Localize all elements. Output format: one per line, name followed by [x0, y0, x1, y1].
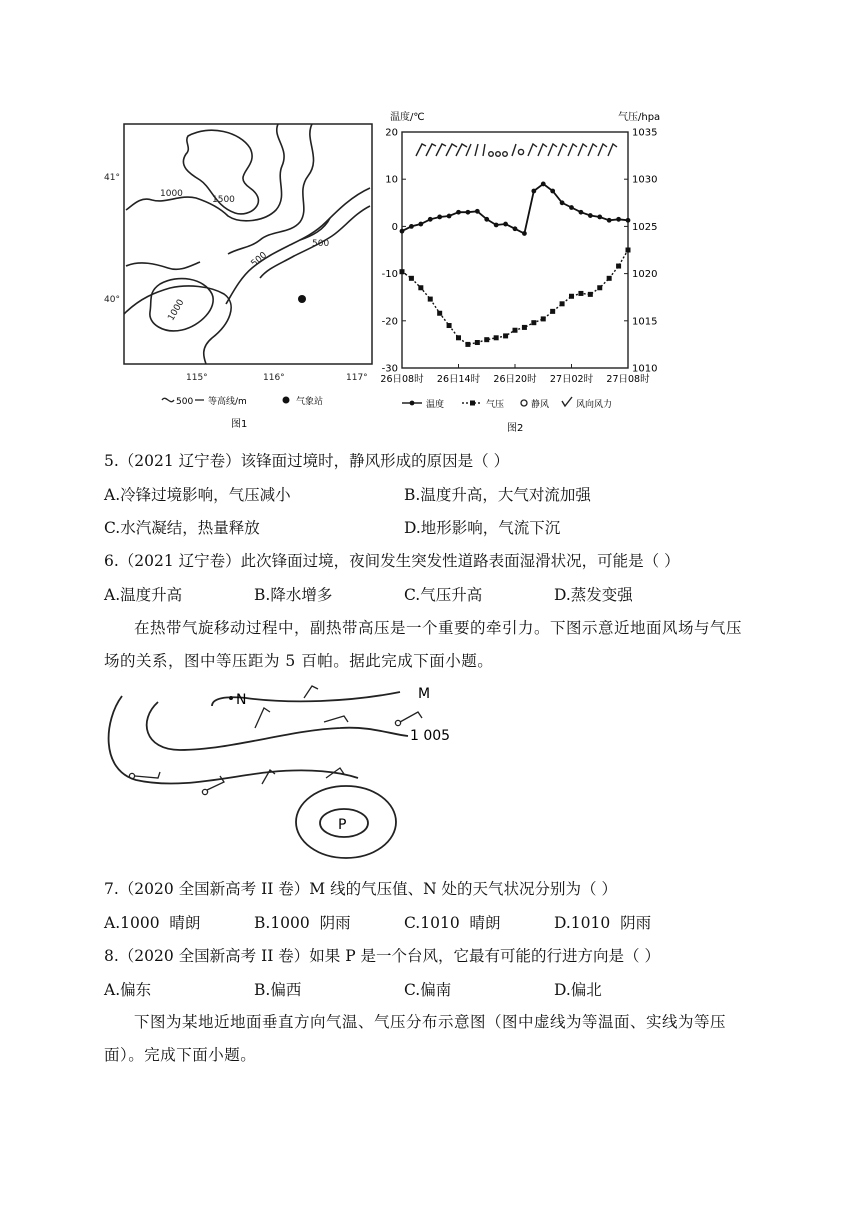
contour-label-500-b: 500	[249, 250, 270, 270]
temperature-point	[503, 222, 508, 227]
wind-barbs	[129, 686, 422, 795]
q6-option-c[interactable]: C.气压升高	[404, 586, 483, 604]
y-left-tick-label: 10	[385, 174, 398, 186]
q6-option-b[interactable]: B.降水增多	[254, 586, 333, 604]
pressure-point	[616, 264, 621, 269]
contour-label-1500: 1500	[212, 195, 235, 205]
label-N: N	[236, 692, 247, 708]
lat-40-label: 40°	[104, 295, 120, 305]
figure-2-chart	[372, 110, 672, 440]
temperature-point	[550, 189, 555, 194]
pressure-point	[513, 328, 518, 333]
temperature-point	[597, 215, 602, 220]
figure-2-caption: 图2	[507, 423, 524, 434]
q8-option-a[interactable]: A.偏东	[104, 981, 152, 999]
lon-117-label: 117°	[346, 373, 368, 383]
temperature-point	[541, 182, 546, 187]
pressure-point	[626, 248, 631, 253]
temperature-point	[456, 210, 461, 215]
temperature-point	[447, 214, 452, 219]
pressure-point	[503, 333, 508, 338]
y-right-tick-label: 1030	[632, 174, 658, 186]
pressure-point	[522, 325, 527, 330]
x-tick-label: 26日14时	[436, 374, 481, 385]
weather-station-dot	[298, 295, 306, 303]
temperature-point	[466, 210, 471, 215]
pressure-point	[588, 292, 593, 297]
pressure-point	[578, 291, 583, 296]
q5-source: 5.（2021 辽宁卷）	[104, 452, 241, 470]
pressure-point	[484, 337, 489, 342]
pressure-point	[465, 342, 470, 347]
q6-source: 6.（2021 辽宁卷）	[104, 552, 241, 570]
lon-116-label: 116°	[263, 373, 285, 383]
temperature-point	[579, 210, 584, 215]
temperature-point	[607, 218, 612, 223]
legend-temp: 温度	[426, 400, 445, 410]
temperature-point	[513, 226, 518, 231]
lat-41-label: 41°	[104, 173, 120, 183]
q8-option-c[interactable]: C.偏南	[404, 981, 452, 999]
intro-paragraph-2: 下图为某地近地面垂直方向气温、气压分布示意图（图中虚线为等温面、实线为等压面）。完成下面小题。	[104, 1013, 727, 1064]
y-right-tick-label: 1015	[632, 316, 658, 328]
fig2-legend	[402, 397, 612, 410]
y-right-tick-label: 1035	[632, 127, 658, 139]
temperature-point	[588, 213, 593, 218]
legend-wind: 风向风力	[576, 400, 613, 410]
q7-option-c[interactable]: C.1010 晴朗	[404, 914, 501, 932]
q7-option-d[interactable]: D.1010 阴雨	[554, 914, 652, 932]
x-tick-label: 27日08时	[606, 374, 650, 385]
temperature-point	[484, 217, 489, 222]
pressure-point	[400, 269, 405, 274]
legend-station-label: 气象站	[296, 397, 324, 407]
pressure-point	[550, 309, 555, 314]
y-left-tick-label: -20	[381, 316, 398, 328]
q5-stem	[104, 450, 509, 472]
temperature-point	[522, 231, 527, 236]
pressure-point	[456, 335, 461, 340]
temperature-point	[560, 200, 565, 205]
q5-option-c[interactable]: C.水汽凝结，热量释放	[104, 519, 260, 537]
y-left-tick-label: 0	[391, 221, 398, 233]
label-1005: 1 005	[410, 728, 451, 744]
pressure-point	[541, 316, 546, 321]
contour-label-500-a: 500	[312, 239, 330, 249]
contour-1000-north	[126, 124, 284, 221]
pressure-point	[447, 323, 452, 328]
intro-paragraph-1: 在热带气旋移动过程中，副热带高压是一个重要的牵引力。下图示意近地面风场与气压场的关系，图中等压距为 5 百帕。据此完成下面小题。	[104, 619, 743, 670]
q6-option-a[interactable]: A.温度升高	[104, 586, 183, 604]
pressure-point	[569, 294, 574, 299]
temperature-point	[531, 189, 536, 194]
y-left-axis-label: 温度/℃	[390, 112, 425, 123]
pressure-point	[437, 311, 442, 316]
q5-option-d[interactable]: D.地形影响，气流下沉	[404, 519, 561, 537]
temperature-point	[400, 229, 405, 234]
temperature-point	[428, 217, 433, 222]
contour-label-1000-a: 1000	[160, 189, 183, 199]
q7-option-b[interactable]: B.1000 阴雨	[254, 914, 351, 932]
pressure-point	[531, 320, 536, 325]
temperature-point	[616, 217, 621, 222]
temperature-point	[437, 215, 442, 220]
temperature-point	[475, 209, 480, 214]
q5-option-a[interactable]: A.冷锋过境影响，气压减小	[104, 486, 291, 504]
pressure-point	[607, 276, 612, 281]
y-right-axis-label: 气压/hpa	[618, 112, 661, 123]
y-left-tick-label: 20	[385, 127, 398, 139]
contour-1000-east-branch	[228, 124, 314, 254]
legend-contour-value: 500	[176, 397, 194, 407]
wind-symbol-row	[416, 144, 617, 156]
temperature-point	[418, 222, 423, 227]
pressure-point	[560, 301, 565, 306]
y-left-tick-label: -30	[381, 363, 398, 375]
q8-option-b[interactable]: B.偏西	[254, 981, 302, 999]
q8-source: 8.（2020 全国新高考 II 卷）	[104, 947, 310, 965]
q7-stem	[104, 878, 617, 900]
q8-stem	[104, 945, 660, 967]
temperature-point	[409, 224, 414, 229]
legend-calm: 静风	[531, 400, 550, 410]
legend-contour-label: 等高线/m	[208, 397, 247, 407]
y-right-tick-label: 1010	[632, 363, 658, 375]
x-ticks	[380, 364, 650, 385]
figure-1-caption: 图1	[231, 419, 248, 430]
lon-115-label: 115°	[186, 373, 208, 383]
q8-text: 如果 P 是一个台风，它最有可能的行进方向是（ ）	[309, 947, 660, 965]
legend-contour-symbol	[162, 398, 174, 401]
contour-west-upper	[126, 262, 200, 269]
chart-series	[400, 182, 631, 347]
pressure-point	[494, 335, 499, 340]
legend-pressure: 气压	[486, 400, 505, 410]
y-right-tick-label: 1025	[632, 221, 658, 233]
isobar-1005	[147, 702, 408, 750]
contour-label-1000-b: 1000	[166, 297, 187, 323]
figure-3-pressure-field	[100, 680, 460, 876]
temperature-point	[626, 218, 631, 223]
isobar-outer	[109, 696, 358, 784]
figure-1-map	[100, 118, 390, 438]
label-M: M	[418, 686, 431, 702]
contour-500-inner	[300, 218, 330, 240]
legend-station-icon	[283, 397, 290, 404]
q6-text: 此次锋面过境，夜间发生突发性道路表面湿滑状况，可能是（ ）	[240, 552, 680, 570]
label-P: P	[338, 817, 347, 833]
series-line-temperature	[402, 184, 628, 234]
pressure-point	[475, 340, 480, 345]
q6-option-d[interactable]: D.蒸发变强	[554, 586, 633, 604]
q7-text: M 线的气压值、N 处的天气状况分别为（ ）	[309, 880, 617, 898]
q5-option-b[interactable]: B.温度升高，大气对流加强	[404, 486, 591, 504]
q6-stem	[104, 550, 680, 572]
pressure-point	[418, 285, 423, 290]
q7-source: 7.（2020 全国新高考 II 卷）	[104, 880, 310, 898]
q8-option-d[interactable]: D.偏北	[554, 981, 602, 999]
pressure-point	[597, 285, 602, 290]
pressure-point	[409, 276, 414, 281]
fig1-legend	[162, 395, 323, 407]
q7-option-a[interactable]: A.1000 晴朗	[104, 914, 201, 932]
temperature-point	[569, 205, 574, 210]
q5-text: 该锋面过境时，静风形成的原因是（ ）	[240, 452, 510, 470]
y-right-tick-label: 1020	[632, 269, 658, 281]
x-tick-label: 26日20时	[493, 374, 537, 385]
x-tick-label: 26日08时	[380, 374, 424, 385]
y-left-tick-label: -10	[381, 269, 398, 281]
pressure-point	[428, 297, 433, 302]
temperature-point	[494, 223, 499, 228]
x-tick-label: 27日02时	[549, 374, 594, 385]
